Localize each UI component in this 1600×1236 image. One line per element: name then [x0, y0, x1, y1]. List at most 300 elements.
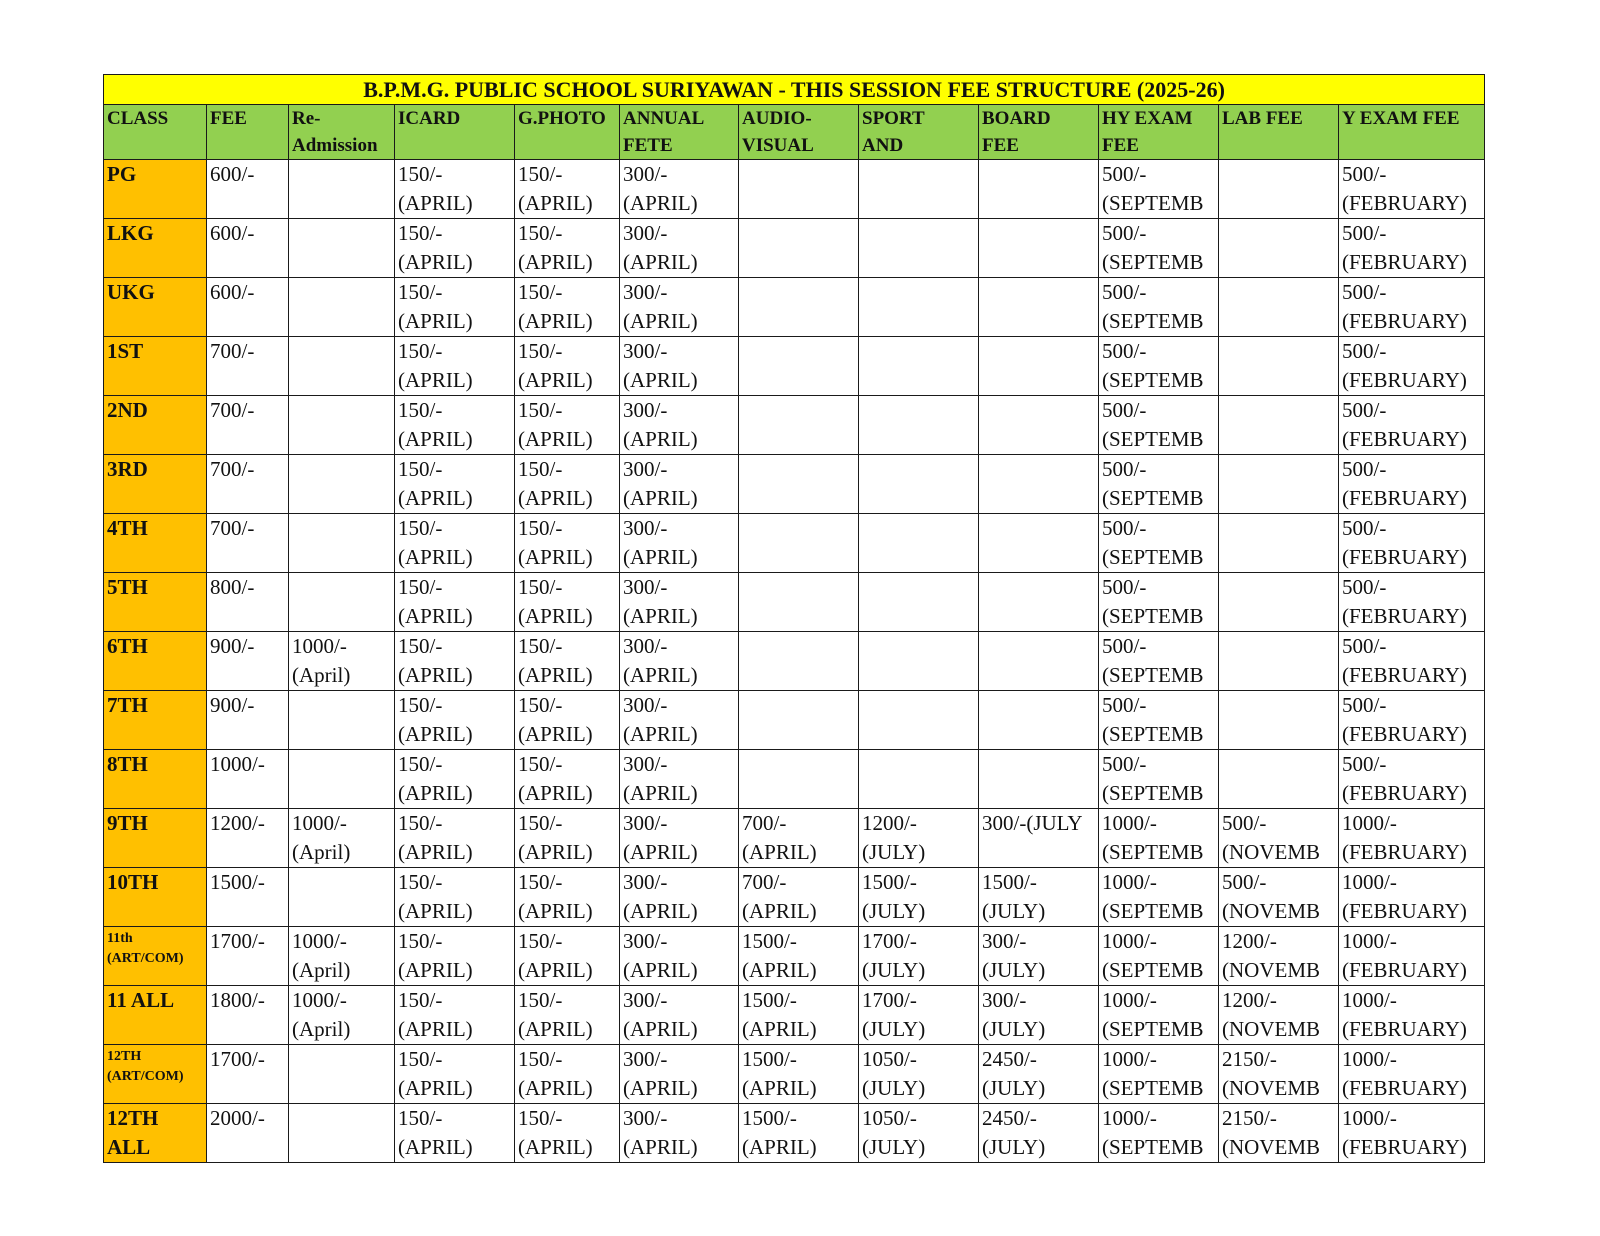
cell-line: 1200/- — [210, 811, 265, 835]
cell-class — [104, 1045, 207, 1104]
cell-y-exam-fee — [1339, 219, 1485, 278]
cell-line: (SEPTEMB — [1102, 545, 1204, 569]
cell-line: 150/- — [398, 811, 443, 835]
cell-re-admission — [289, 691, 395, 750]
cell-line: 2150/- — [1222, 1106, 1277, 1130]
cell-line: 2450/- — [982, 1106, 1037, 1130]
cell-audio-visual — [739, 219, 859, 278]
header-g-photo — [515, 105, 620, 160]
cell-annual-fete — [620, 986, 739, 1045]
cell-line: 500/- — [1102, 752, 1147, 776]
cell-line: (SEPTEMB — [1102, 309, 1204, 333]
cell-hy-exam-fee — [1099, 219, 1219, 278]
cell-hy-exam-fee — [1099, 1104, 1219, 1163]
table-row — [104, 514, 1485, 573]
cell-re-admission — [289, 514, 395, 573]
cell-line: (APRIL) — [518, 1135, 593, 1159]
cell-line: (APRIL) — [623, 309, 698, 333]
cell-line: (April) — [292, 958, 351, 982]
cell-line: (FEBRUARY) — [1342, 486, 1467, 510]
table-title: B.P.M.G. PUBLIC SCHOOL SURIYAWAN - THIS SESSION FEE STRUCTURE (2025-26) — [104, 75, 1485, 105]
table-row — [104, 219, 1485, 278]
cell-line: PG — [107, 162, 137, 186]
cell-line: 700/- — [210, 516, 255, 540]
header-line: VISUAL — [742, 135, 814, 156]
cell-y-exam-fee — [1339, 573, 1485, 632]
cell-line: 300/- — [623, 280, 668, 304]
cell-line: 150/- — [518, 1047, 563, 1071]
cell-line: 1200/- — [1222, 929, 1277, 953]
cell-line: (APRIL) — [623, 899, 698, 923]
cell-line: 1050/- — [862, 1047, 917, 1071]
cell-line: 150/- — [398, 221, 443, 245]
cell-board-fee — [979, 573, 1099, 632]
cell-lab-fee — [1219, 691, 1339, 750]
cell-line: 500/- — [1102, 575, 1147, 599]
cell-class — [104, 750, 207, 809]
cell-board-fee — [979, 1104, 1099, 1163]
cell-line: (SEPTEMB — [1102, 250, 1204, 274]
cell-class — [104, 337, 207, 396]
cell-sport — [859, 514, 979, 573]
cell-re-admission — [289, 219, 395, 278]
cell-line: 300/- — [623, 634, 668, 658]
cell-lab-fee — [1219, 632, 1339, 691]
cell-sport — [859, 1104, 979, 1163]
cell-icard — [395, 632, 515, 691]
cell-sport — [859, 278, 979, 337]
cell-y-exam-fee — [1339, 396, 1485, 455]
cell-audio-visual — [739, 750, 859, 809]
cell-line: 300/- — [982, 988, 1027, 1012]
cell-line: (JULY) — [862, 1076, 926, 1100]
cell-line: (APRIL) — [518, 191, 593, 215]
cell-line: 1000/- — [1342, 1047, 1397, 1071]
cell-line: (APRIL) — [623, 840, 698, 864]
cell-line: 150/- — [398, 575, 443, 599]
cell-line: (SEPTEMB — [1102, 1076, 1204, 1100]
table-row — [104, 809, 1485, 868]
header-line: G.PHOTO — [518, 108, 606, 129]
header-board-fee — [979, 105, 1099, 160]
cell-fee — [207, 986, 289, 1045]
cell-line: (SEPTEMB — [1102, 1017, 1204, 1041]
cell-hy-exam-fee — [1099, 1045, 1219, 1104]
cell-line: (APRIL) — [398, 722, 473, 746]
cell-audio-visual — [739, 514, 859, 573]
cell-line: (APRIL) — [518, 309, 593, 333]
cell-line: (APRIL) — [742, 1017, 817, 1041]
table-row — [104, 455, 1485, 514]
header-line: FETE — [623, 135, 673, 156]
cell-line: (FEBRUARY) — [1342, 427, 1467, 451]
cell-line: (APRIL) — [623, 1135, 698, 1159]
cell-re-admission — [289, 337, 395, 396]
cell-line: (APRIL) — [398, 1135, 473, 1159]
cell-line: 300/- — [623, 457, 668, 481]
cell-line: 1500/- — [742, 988, 797, 1012]
cell-line: 7TH — [107, 693, 148, 717]
cell-board-fee — [979, 337, 1099, 396]
cell-line: 150/- — [398, 398, 443, 422]
cell-icard — [395, 514, 515, 573]
cell-line: 500/- — [1342, 339, 1387, 363]
cell-re-admission — [289, 809, 395, 868]
cell-annual-fete — [620, 219, 739, 278]
cell-g-photo — [515, 160, 620, 219]
cell-line: (APRIL) — [398, 309, 473, 333]
cell-line: 1700/- — [210, 929, 265, 953]
cell-hy-exam-fee — [1099, 927, 1219, 986]
cell-line: 500/- — [1102, 221, 1147, 245]
cell-line: 1000/- — [292, 988, 347, 1012]
fee-table-body — [104, 160, 1485, 1163]
cell-annual-fete — [620, 278, 739, 337]
cell-fee — [207, 868, 289, 927]
cell-line: 150/- — [518, 162, 563, 186]
cell-line: 300/- — [623, 988, 668, 1012]
cell-icard — [395, 1104, 515, 1163]
cell-line: (APRIL) — [623, 958, 698, 982]
cell-line: (FEBRUARY) — [1342, 840, 1467, 864]
cell-line: 500/- — [1342, 457, 1387, 481]
cell-board-fee — [979, 986, 1099, 1045]
cell-line: 150/- — [518, 752, 563, 776]
cell-line: 600/- — [210, 162, 255, 186]
cell-line: (SEPTEMB — [1102, 781, 1204, 805]
cell-audio-visual — [739, 337, 859, 396]
header-line: AND — [862, 135, 904, 156]
cell-line: (ART/COM) — [107, 1069, 184, 1084]
cell-line: (NOVEMB — [1222, 1076, 1320, 1100]
cell-line: (SEPTEMB — [1102, 604, 1204, 628]
cell-icard — [395, 1045, 515, 1104]
cell-g-photo — [515, 396, 620, 455]
cell-line: 1000/- — [1342, 811, 1397, 835]
cell-audio-visual — [739, 809, 859, 868]
cell-audio-visual — [739, 691, 859, 750]
cell-audio-visual — [739, 455, 859, 514]
cell-g-photo — [515, 514, 620, 573]
cell-line: (FEBRUARY) — [1342, 781, 1467, 805]
cell-line: (APRIL) — [742, 1135, 817, 1159]
cell-line: (APRIL) — [518, 899, 593, 923]
cell-line: (NOVEMB — [1222, 899, 1320, 923]
cell-line: (FEBRUARY) — [1342, 368, 1467, 392]
cell-g-photo — [515, 455, 620, 514]
cell-lab-fee — [1219, 927, 1339, 986]
cell-board-fee — [979, 1045, 1099, 1104]
cell-y-exam-fee — [1339, 750, 1485, 809]
cell-class — [104, 632, 207, 691]
header-line: ANNUAL — [623, 108, 705, 129]
cell-line: 10TH — [107, 870, 159, 894]
cell-hy-exam-fee — [1099, 868, 1219, 927]
cell-line: (SEPTEMB — [1102, 840, 1204, 864]
cell-lab-fee — [1219, 868, 1339, 927]
cell-line: (APRIL) — [398, 663, 473, 687]
cell-lab-fee — [1219, 809, 1339, 868]
cell-hy-exam-fee — [1099, 573, 1219, 632]
cell-audio-visual — [739, 278, 859, 337]
cell-line: (APRIL) — [518, 663, 593, 687]
table-row — [104, 927, 1485, 986]
cell-fee — [207, 337, 289, 396]
cell-line: 700/- — [210, 457, 255, 481]
cell-line: 3RD — [107, 457, 148, 481]
header-line: CLASS — [107, 108, 169, 129]
cell-line: (APRIL) — [518, 604, 593, 628]
cell-line: (FEBRUARY) — [1342, 1135, 1467, 1159]
cell-line: (APRIL) — [518, 781, 593, 805]
cell-line: (April) — [292, 840, 351, 864]
cell-line: 150/- — [518, 811, 563, 835]
cell-line: 150/- — [518, 929, 563, 953]
cell-line: 500/- — [1342, 752, 1387, 776]
cell-audio-visual — [739, 927, 859, 986]
cell-g-photo — [515, 573, 620, 632]
cell-fee — [207, 750, 289, 809]
cell-line: (JULY) — [862, 1135, 926, 1159]
cell-line: 1000/- — [1102, 811, 1157, 835]
cell-icard — [395, 396, 515, 455]
cell-annual-fete — [620, 632, 739, 691]
cell-line: 150/- — [398, 339, 443, 363]
cell-g-photo — [515, 927, 620, 986]
cell-line: 150/- — [398, 1047, 443, 1071]
cell-line: 1000/- — [1102, 1047, 1157, 1071]
cell-sport — [859, 455, 979, 514]
cell-line: (APRIL) — [623, 663, 698, 687]
cell-re-admission — [289, 927, 395, 986]
cell-g-photo — [515, 691, 620, 750]
cell-line: (APRIL) — [623, 781, 698, 805]
cell-hy-exam-fee — [1099, 691, 1219, 750]
cell-line: 150/- — [398, 693, 443, 717]
cell-line: 150/- — [518, 988, 563, 1012]
cell-line: (SEPTEMB — [1102, 1135, 1204, 1159]
header-line: ICARD — [398, 108, 461, 129]
cell-y-exam-fee — [1339, 337, 1485, 396]
cell-audio-visual — [739, 1045, 859, 1104]
cell-line: 12TH — [107, 1106, 159, 1130]
cell-y-exam-fee — [1339, 868, 1485, 927]
cell-line: (APRIL) — [518, 545, 593, 569]
cell-line: (APRIL) — [398, 958, 473, 982]
header-annual-fete — [620, 105, 739, 160]
cell-line: 1200/- — [1222, 988, 1277, 1012]
cell-class — [104, 868, 207, 927]
cell-line: 150/- — [518, 575, 563, 599]
cell-annual-fete — [620, 927, 739, 986]
cell-line: (April) — [292, 1017, 351, 1041]
cell-line: 300/- — [623, 1106, 668, 1130]
header-sport — [859, 105, 979, 160]
cell-line: 1050/- — [862, 1106, 917, 1130]
cell-class — [104, 219, 207, 278]
cell-line: 600/- — [210, 280, 255, 304]
cell-line: 2450/- — [982, 1047, 1037, 1071]
cell-y-exam-fee — [1339, 986, 1485, 1045]
cell-line: 150/- — [518, 634, 563, 658]
cell-line: (APRIL) — [398, 368, 473, 392]
cell-icard — [395, 750, 515, 809]
cell-hy-exam-fee — [1099, 278, 1219, 337]
cell-annual-fete — [620, 514, 739, 573]
cell-line: (NOVEMB — [1222, 1135, 1320, 1159]
cell-line: 150/- — [398, 516, 443, 540]
cell-y-exam-fee — [1339, 278, 1485, 337]
cell-line: (APRIL) — [518, 1076, 593, 1100]
cell-line: 1000/- — [1342, 1106, 1397, 1130]
cell-g-photo — [515, 868, 620, 927]
cell-lab-fee — [1219, 1045, 1339, 1104]
cell-line: 150/- — [398, 280, 443, 304]
cell-board-fee — [979, 455, 1099, 514]
cell-board-fee — [979, 278, 1099, 337]
cell-line: (APRIL) — [742, 1076, 817, 1100]
fee-structure-table — [103, 74, 1485, 1163]
cell-sport — [859, 691, 979, 750]
cell-class — [104, 514, 207, 573]
cell-line: 500/- — [1102, 339, 1147, 363]
cell-line: (APRIL) — [518, 1017, 593, 1041]
cell-icard — [395, 809, 515, 868]
cell-lab-fee — [1219, 219, 1339, 278]
cell-line: (FEBRUARY) — [1342, 1017, 1467, 1041]
cell-line: 300/- — [623, 339, 668, 363]
cell-line: 1000/- — [292, 929, 347, 953]
cell-line: (SEPTEMB — [1102, 368, 1204, 392]
cell-g-photo — [515, 1104, 620, 1163]
cell-fee — [207, 691, 289, 750]
cell-lab-fee — [1219, 750, 1339, 809]
cell-lab-fee — [1219, 514, 1339, 573]
cell-board-fee — [979, 160, 1099, 219]
cell-line: 300/- — [982, 929, 1027, 953]
cell-line: (NOVEMB — [1222, 958, 1320, 982]
cell-annual-fete — [620, 1045, 739, 1104]
cell-audio-visual — [739, 632, 859, 691]
cell-g-photo — [515, 632, 620, 691]
cell-y-exam-fee — [1339, 927, 1485, 986]
cell-line: 150/- — [398, 1106, 443, 1130]
cell-line: (FEBRUARY) — [1342, 1076, 1467, 1100]
cell-g-photo — [515, 278, 620, 337]
cell-line: 1500/- — [742, 929, 797, 953]
cell-line: (APRIL) — [398, 781, 473, 805]
cell-annual-fete — [620, 337, 739, 396]
cell-fee — [207, 278, 289, 337]
table-row — [104, 986, 1485, 1045]
cell-line: 5TH — [107, 575, 148, 599]
cell-class — [104, 809, 207, 868]
cell-line: 150/- — [398, 988, 443, 1012]
cell-fee — [207, 219, 289, 278]
cell-line: 300/- — [623, 398, 668, 422]
header-line: SPORT — [862, 108, 925, 129]
cell-line: 1000/- — [1342, 929, 1397, 953]
cell-re-admission — [289, 278, 395, 337]
cell-line: (APRIL) — [518, 250, 593, 274]
header-line: FEE — [982, 135, 1019, 156]
cell-line: 12TH — [107, 1049, 142, 1064]
cell-line: 1500/- — [742, 1047, 797, 1071]
cell-line: (NOVEMB — [1222, 840, 1320, 864]
cell-class — [104, 1104, 207, 1163]
cell-hy-exam-fee — [1099, 809, 1219, 868]
cell-line: 11 ALL — [107, 988, 175, 1012]
cell-fee — [207, 455, 289, 514]
cell-line: (FEBRUARY) — [1342, 899, 1467, 923]
cell-line: (JULY) — [982, 899, 1046, 923]
cell-lab-fee — [1219, 337, 1339, 396]
cell-line: 700/- — [210, 339, 255, 363]
cell-line: (APRIL) — [518, 368, 593, 392]
cell-line: (April) — [292, 663, 351, 687]
cell-sport — [859, 396, 979, 455]
cell-sport — [859, 809, 979, 868]
cell-icard — [395, 573, 515, 632]
cell-fee — [207, 160, 289, 219]
cell-line: 300/- — [623, 811, 668, 835]
cell-g-photo — [515, 750, 620, 809]
table-row — [104, 691, 1485, 750]
cell-audio-visual — [739, 1104, 859, 1163]
cell-re-admission — [289, 396, 395, 455]
cell-line: 700/- — [742, 811, 787, 835]
cell-line: 150/- — [518, 221, 563, 245]
cell-line: ALL — [107, 1135, 151, 1159]
cell-line: (FEBRUARY) — [1342, 309, 1467, 333]
cell-line: 6TH — [107, 634, 148, 658]
cell-line: 300/- — [623, 870, 668, 894]
cell-line: 150/- — [518, 398, 563, 422]
cell-line: (APRIL) — [518, 427, 593, 451]
cell-line: 500/- — [1102, 634, 1147, 658]
cell-line: (APRIL) — [623, 722, 698, 746]
cell-line: 150/- — [398, 929, 443, 953]
table-row — [104, 868, 1485, 927]
cell-annual-fete — [620, 396, 739, 455]
cell-line: (JULY) — [862, 1017, 926, 1041]
cell-lab-fee — [1219, 455, 1339, 514]
cell-fee — [207, 514, 289, 573]
cell-sport — [859, 337, 979, 396]
table-row — [104, 396, 1485, 455]
cell-line: (APRIL) — [398, 840, 473, 864]
cell-line: (APRIL) — [623, 604, 698, 628]
header-class — [104, 105, 207, 160]
cell-fee — [207, 396, 289, 455]
cell-line: 500/- — [1102, 457, 1147, 481]
cell-hy-exam-fee — [1099, 514, 1219, 573]
cell-line: (APRIL) — [623, 427, 698, 451]
cell-line: 500/- — [1342, 280, 1387, 304]
cell-y-exam-fee — [1339, 514, 1485, 573]
header-line: BOARD — [982, 108, 1051, 129]
cell-line: 300/- — [623, 162, 668, 186]
cell-icard — [395, 337, 515, 396]
cell-icard — [395, 986, 515, 1045]
cell-line: (NOVEMB — [1222, 1017, 1320, 1041]
cell-line: (SEPTEMB — [1102, 663, 1204, 687]
cell-line: 1000/- — [1102, 870, 1157, 894]
table-row — [104, 278, 1485, 337]
cell-class — [104, 986, 207, 1045]
cell-line: (JULY) — [862, 958, 926, 982]
header-icard — [395, 105, 515, 160]
